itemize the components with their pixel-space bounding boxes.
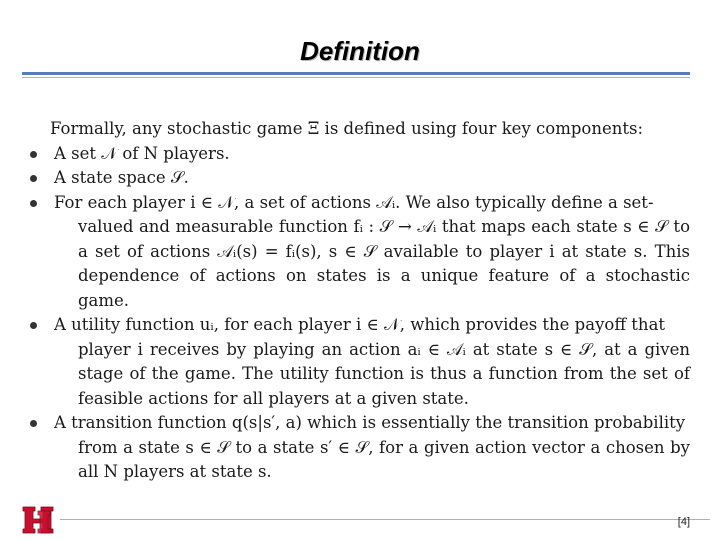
bullet-item-actions: [30, 191, 690, 314]
title-divider-thin: [22, 77, 690, 78]
bullet-icon: [30, 420, 37, 427]
title-divider: [22, 72, 690, 75]
slide-title: Definition: [300, 36, 420, 66]
bullet-icon: [30, 322, 37, 329]
bullet-item-utility: [30, 313, 690, 411]
bullet-list: [30, 142, 690, 485]
bullet-text-continued: player i receives by playing an action aᵢ ∈ 𝒜ᵢ at state s ∈ 𝒮, at a given stage of the game. The utility function is thus a function from the set of feasible actions for all players at a given state.: [78, 339, 690, 408]
bullet-icon: [30, 200, 37, 207]
intro-text: Formally, any stochastic game Ξ is defined using four key components:: [50, 119, 644, 138]
bullet-text: For each player i ∈ 𝒩, a set of actions 𝒜ᵢ. We also typically define a set-: [54, 192, 654, 212]
bullet-icon: [30, 175, 37, 182]
footer-divider: [60, 519, 710, 520]
slide-body: [30, 117, 690, 485]
bullet-text: A state space 𝒮.: [54, 168, 189, 187]
bullet-text: A utility function uᵢ, for each player i ∈ 𝒩, which provides the payoff that: [54, 315, 666, 334]
bullet-text-continued: from a state s ∈ 𝒮 to a state s′ ∈ 𝒮, for a given action vector a chosen by all N players at state s.: [78, 437, 690, 481]
bullet-text: A set 𝒩 of N players.: [54, 143, 230, 163]
bullet-icon: [30, 151, 37, 158]
bullet-item-state-space: [30, 166, 690, 191]
bullet-text-continued: valued and measurable function fᵢ : 𝒮 → 𝒜ᵢ that maps each state s ∈ 𝒮 to a set of actions 𝒜ᵢ(s) = fᵢ(s), s ∈ 𝒮 available to player i at state s. This dependence of actions on states is a unique feature of a stochastic game.: [78, 217, 690, 310]
bullet-item-transition: [30, 411, 690, 485]
citation-label: [4]: [677, 516, 690, 528]
university-logo-icon: [22, 505, 68, 539]
bullet-item-players: [30, 142, 690, 167]
bullet-text: A transition function q(s|s′, a) which is essentially the transition probability: [54, 413, 686, 432]
